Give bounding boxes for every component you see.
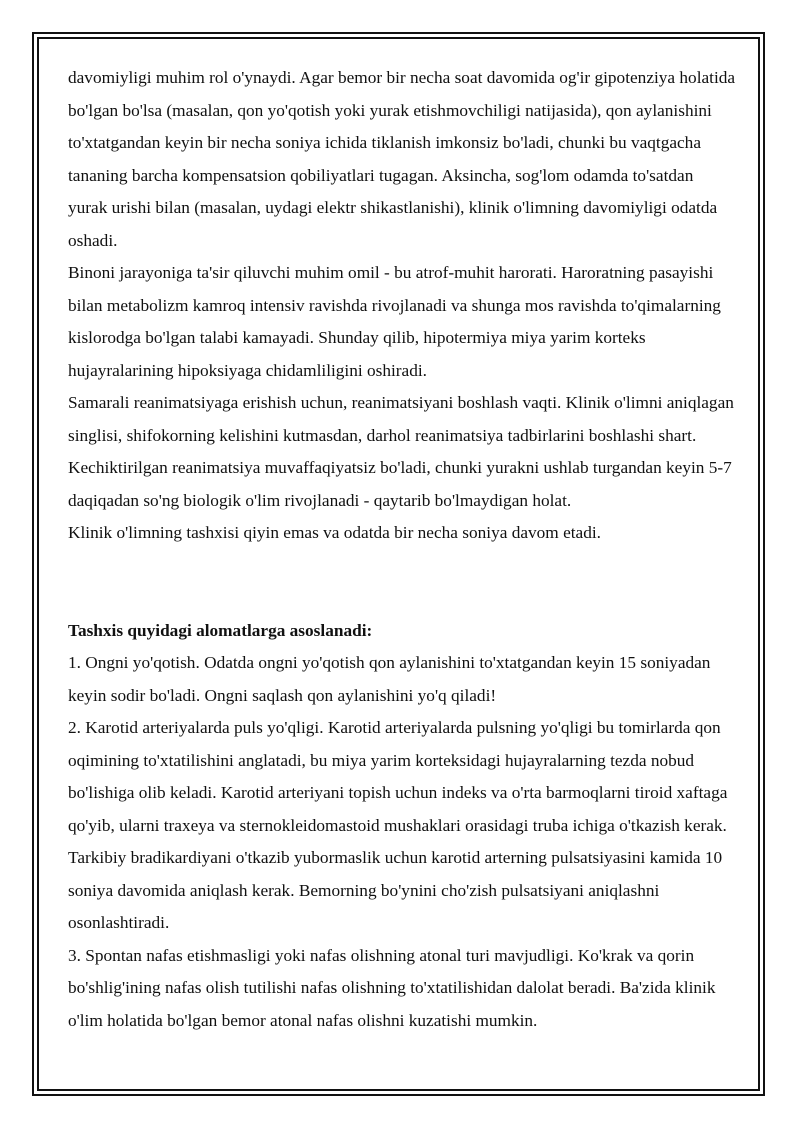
list-item: 3. Spontan nafas etishmasligi yoki nafas olishning atonal turi mavjudligi. Ko'krak va qorin bo'shlig'ining nafas olish tutilishi nafas olishning to'xtatilishidan dalolat beradi. Ba'zida klinik o'lim holatida bo'lgan bemor atonal nafas olishni kuzatishi mumkin. — [68, 945, 716, 1030]
list-item: 1. Ongni yo'qotish. Odatda ongni yo'qotish qon aylanishini to'xtatgandan keyin 15 soniyadan keyin sodir bo'ladi. Ongni saqlash qon aylanishini yo'q qiladi! — [68, 653, 711, 705]
paragraph: Binoni jarayoniga ta'sir qiluvchi muhim omil - bu atrof-muhit harorati. Haroratning pasayishi bilan metabolizm kamroq intensiv ravishda rivojlanadi va shunga mos ravishda to'qimalarning kislorodga bo'lgan talabi kamayadi. Shunday qilib, hipotermiya miya yarim korteks hujayralarining hipoksiyaga chidamliligini oshiradi. — [68, 263, 721, 380]
blank-space — [68, 550, 736, 615]
paragraph: Samarali reanimatsiyaga erishish uchun, reanimatsiyani boshlash vaqti. Klinik o'limni aniqlagan singlisi, shifokorning kelishini kutmasdan, darhol reanimatsiya tadbirlarini boshlashi shart. Kechiktirilgan reanimatsiya muvaffaqiyatsiz bo'ladi, chunki yurakni ushlab turgandan keyin 5-7 daqiqadan so'ng biologik o'lim rivojlanadi - qaytarib bo'lmaydigan holat. — [68, 393, 734, 510]
section-heading: Tashxis quyidagi alomatlarga asoslanadi: — [68, 620, 373, 640]
document-body — [68, 62, 736, 1037]
paragraph: Klinik o'limning tashxisi qiyin emas va odatda bir necha soniya davom etadi. — [68, 523, 601, 542]
list-item: 2. Karotid arteriyalarda puls yo'qligi. Karotid arteriyalarda pulsning yo'qligi bu tomirlarda qon oqimining to'xtatilishini anglatadi, bu miya yarim korteksidagi hujayralarning tezda nobud bo'lishiga olib keladi. Karotid arteriyani topish uchun indeks va o'rta barmoqlarni tiroid xaftaga qo'yib, ularni traxeya va sternokleidomastoid mushaklari orasidagi truba ichiga o'tkazish kerak. Tarkibiy bradikardiyani o'tkazib yubormaslik uchun karotid arterning pulsatsiyasini kamida 10 soniya davomida aniqlash kerak. Bemorning bo'ynini cho'zish pulsatsiyani aniqlashni osonlashtiradi. — [68, 718, 728, 932]
paragraph: davomiyligi muhim rol o'ynaydi. Agar bemor bir necha soat davomida og'ir gipotenziya holatida bo'lgan bo'lsa (masalan, qon yo'qotish yoki yurak etishmovchiligi natijasida), qon aylanishini to'xtatgandan keyin bir necha soniya ichida tiklanish imkonsiz bo'ladi, chunki bu vaqtgacha tananing barcha kompensatsion qobiliyatlari tugagan. Aksincha, sog'lom odamda to'satdan yurak urishi bilan (masalan, uydagi elektr shikastlanishi), klinik o'limning davomiyligi odatda oshadi. — [68, 68, 736, 250]
